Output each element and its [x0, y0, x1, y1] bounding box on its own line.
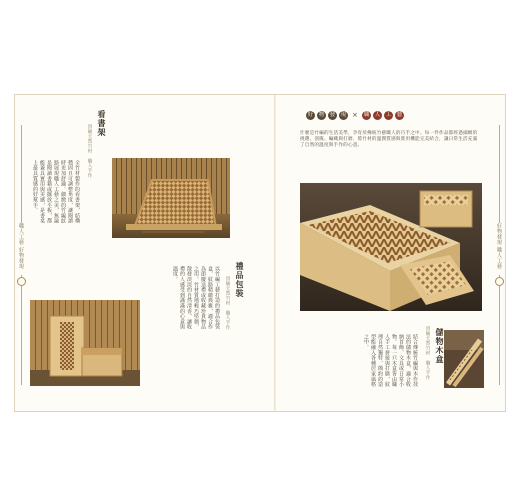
chopsticks-photo: [444, 330, 484, 388]
header-char-b4: 藝: [396, 112, 403, 118]
left-edge-rule-top: [21, 125, 22, 225]
header-char-a2: 物: [318, 112, 325, 118]
header-char-a4: 現: [340, 112, 347, 118]
item-title-giftbox: 禮品包裝: [235, 262, 244, 298]
right-edge-dot: [495, 277, 504, 286]
right-edge-rule-top: [499, 125, 500, 225]
item-subtitle-bookstand: 頂級天然竹材 職人手作: [87, 124, 92, 178]
left-side-tab: 職人工藝 好物發現: [18, 223, 25, 275]
bookstand-photo: [112, 158, 230, 238]
left-edge-dot: [17, 277, 26, 286]
left-edge-rule-bottom: [21, 275, 22, 385]
header-char-b3: 工: [385, 112, 392, 118]
header-char-a3: 發: [329, 112, 336, 118]
item-body-storagebox: 結合傳統竹編與木作技法的儲物木盒，適合收納首飾、文具或日常小物。每一只木盒皆由職人手工拼接與打磨，紋理自然獨特，簡約的造型能融入各種居家風格之中。: [363, 334, 418, 387]
right-side-tab: 好物發現 職人工藝: [496, 223, 503, 275]
right-edge-rule-bottom: [499, 275, 500, 385]
storagebox-photo: [300, 183, 482, 311]
header-separator: ×: [352, 111, 358, 119]
item-subtitle-storagebox: 頂級天然竹材 職人手作: [425, 326, 430, 380]
header-char-b2: 人: [374, 112, 381, 118]
spread-header: [306, 111, 474, 129]
item-title-bookstand: 看書架: [97, 110, 106, 137]
item-title-storagebox: 儲物木盒: [435, 328, 444, 364]
giftbox-photo: [30, 300, 140, 386]
item-body-giftbox: 以竹編工藝打造的禮品包裝盒，紋路精緻典雅，適合作為節慶送禮或收藏珍貴物品之用。竹材質地輕巧堅韌，散發淡淡的自然清香，讓收禮的人感受到滿滿的心意與溫度。: [172, 266, 220, 330]
header-char-a1: 好: [307, 112, 314, 118]
intro-paragraph: 什麼是竹編的生活美學，孕育於傳統竹藝職人的巧手之中。每一件作品都經過細緻的挑選、剖篾、編織與打磨，將竹材的溫潤質感與實用機能完美結合，讓日常生活充滿了自然的溫度與手作的心意。: [300, 131, 478, 149]
page-gutter: [274, 95, 276, 411]
header-char-b1: 職: [363, 112, 370, 118]
item-subtitle-giftbox: 頂級天然竹材 職人手作: [225, 276, 230, 330]
item-body-bookstand: 全竹材製作的看書架，結構穩固且可調整角度，讓閱讀時更加舒適。細緻的竹編紋路展現職人工藝之美，無論是閱讀書籍或擺放平板，都能兼具實用與美感，是書桌上最具質感的好幫手。: [32, 160, 80, 224]
